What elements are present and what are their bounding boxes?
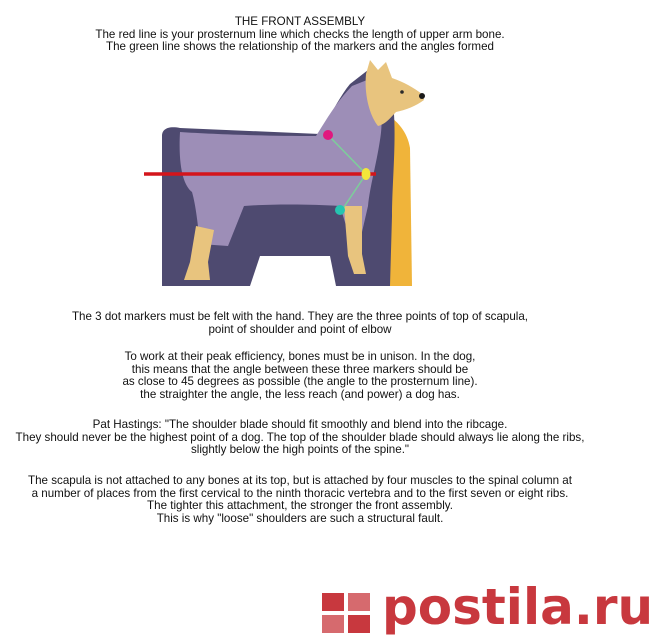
paragraph-efficiency (0, 351, 600, 401)
text-line: Pat Hastings: "The shoulder blade should fit smoothly and blend into the ribcage. (92, 418, 508, 431)
paragraph-markers (0, 311, 600, 336)
text-line: a number of places from the first cervical to the ninth thoracic vertebra and to the first seven or eight ribs. (31, 486, 569, 500)
text-line: This is why "loose" shoulders are such a structural fault. (156, 511, 444, 525)
watermark: postila.ru (382, 578, 653, 636)
text-line: To work at their peak efficiency, bones must be in unison. In the dog, (124, 350, 476, 363)
scapula-marker (323, 130, 333, 140)
header-line-2: The green line shows the relationship of the markers and the angles formed (106, 40, 494, 54)
paragraph-scapula (0, 475, 600, 525)
header (0, 16, 600, 54)
text-line: the straighter the angle, the less reach (and power) a dog has. (140, 387, 460, 401)
elbow-marker (335, 205, 345, 215)
text-line: The tighter this attachment, the stronger the front assembly. (147, 499, 453, 513)
text-line: The 3 dot markers must be felt with the hand. They are the three points of top of scapula, (71, 310, 529, 323)
text-line: They should never be the highest point of a dog. The top of the shoulder blade should always lie along the ribs, (15, 430, 585, 444)
header-line-1: The red line is your prosternum line which checks the length of upper arm bone. (95, 27, 505, 41)
dog-eye (400, 90, 404, 94)
dog-nose (419, 93, 425, 99)
page-title: THE FRONT ASSEMBLY (234, 15, 366, 28)
text-line: slightly below the high points of the spine." (190, 443, 410, 457)
text-line: as close to 45 degrees as possible (the angle to the prosternum line). (122, 375, 478, 389)
dog-front-assembly-illustration (140, 56, 440, 288)
text-line: The scapula is not attached to any bones at its top, but is attached by four muscles to the spinal column at (28, 474, 572, 487)
dog-head (366, 60, 424, 126)
postila-logo-icon (320, 589, 374, 635)
shoulder-marker (362, 168, 371, 180)
text-line: this means that the angle between these three markers should be (131, 362, 469, 376)
text-line: point of shoulder and point of elbow (208, 322, 392, 336)
paragraph-quote (0, 419, 600, 457)
